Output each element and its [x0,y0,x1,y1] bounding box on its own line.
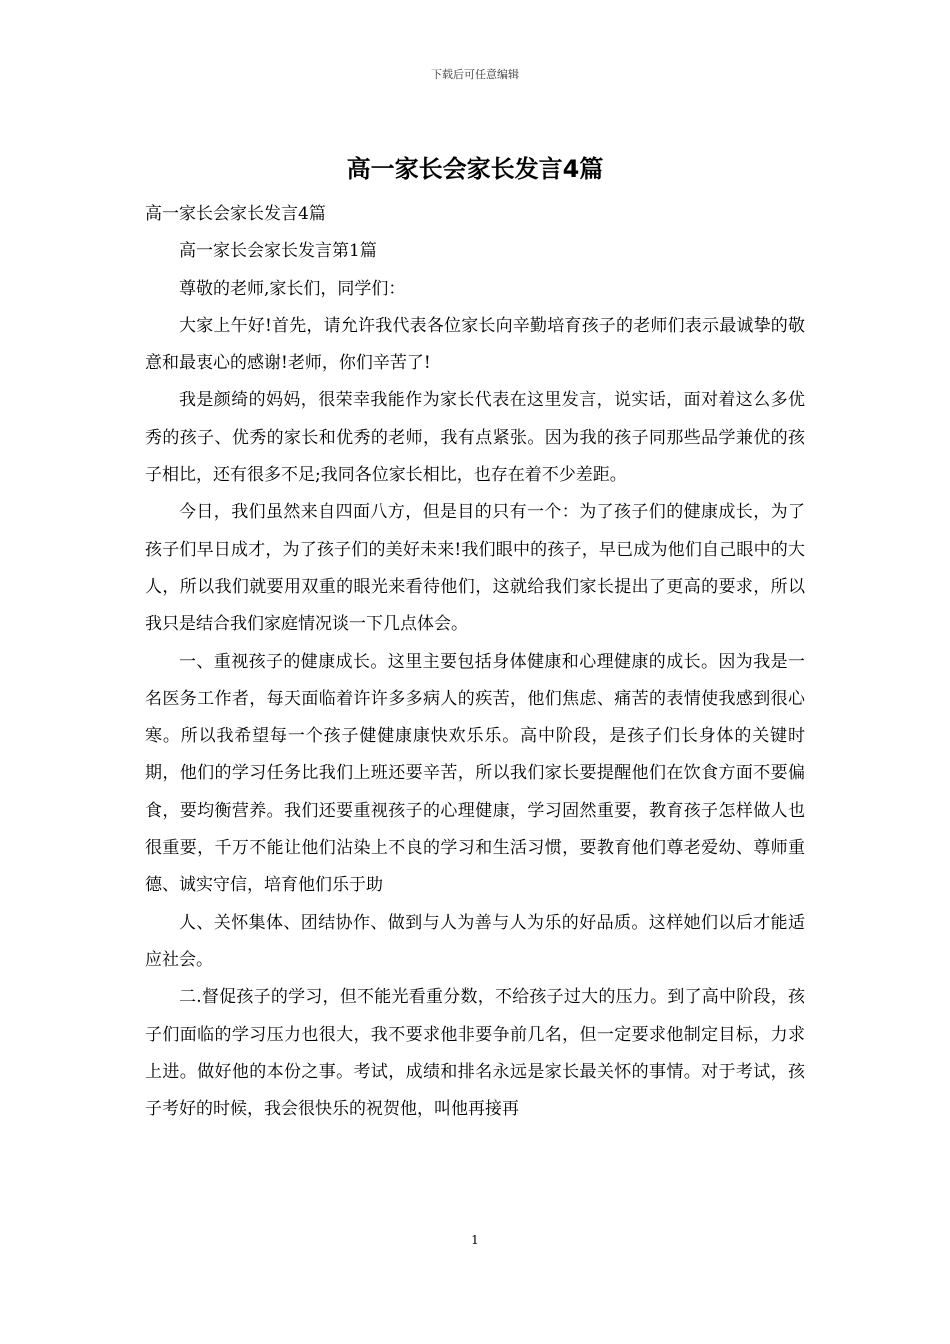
paragraph: 今日，我们虽然来自四面八方，但是目的只有一个：为了孩子们的健康成长，为了孩子们早日成才，为了孩子们的美好未来!我们眼中的孩子，早已成为他们自己眼中的大人，所以我们就要用双重的眼光来看待他们，这就给我们家长提出了更高的要求，所以我只是结合我们家庭情况谈一下几点体会。 [145,502,805,635]
document-title: 高一家长会家长发言4篇 [346,155,604,183]
paragraph-subtitle: 高一家长会家长发言4篇 [145,204,326,224]
paragraph: 一、重视孩子的健康成长。这里主要包括身体健康和心理健康的成长。因为我是一名医务工作者，每天面临着许许多多病人的疾苦，他们焦虑、痛苦的表情使我感到很心寒。所以我希望每一个孩子健健康康快欢乐乐。高中阶段，是孩子们长身体的关键时期，他们的学习任务比我们上班还要辛苦，所以我们家长要提醒他们在饮食方面不要偏食，要均衡营养。我们还要重视孩子的心理健康，学习固然重要，教育孩子怎样做人也很重要，千万不能让他们沾染上不良的学习和生活习惯，要教育他们尊老爱幼、尊师重德、诚实守信，培育他们乐于助 [145,651,805,896]
document-body [145,196,805,1128]
paragraph: 大家上午好!首先，请允许我代表各位家长向辛勤培育孩子的老师们表示最诚挚的敬意和最衷心的感谢!老师，你们辛苦了! [145,315,805,374]
page-number: 1 [471,1233,479,1247]
paragraph: 我是颜绮的妈妈，很荣幸我能作为家长代表在这里发言，说实话，面对着这么多优秀的孩子、优秀的家长和优秀的老师，我有点紧张。因为我的孩子同那些品学兼优的孩子相比，还有很多不足;我同各位家长相比，也存在着不少差距。 [145,390,805,486]
paragraph: 二.督促孩子的学习，但不能光看重分数，不给孩子过大的压力。到了高中阶段，孩子们面临的学习压力也很大，我不要求他非要争前几名，但一定要求他制定目标，力求上进。做好他的本份之事。考试，成绩和排名永远是家长最关怀的事情。对于考试，孩子考好的时候，我会很快乐的祝贺他，叫他再接再 [145,987,805,1120]
page-header-note: 下载后可任意编辑 [431,68,519,81]
paragraph-salutation: 尊敬的老师,家长们，同学们： [179,278,406,299]
paragraph: 人、关怀集体、团结协作、做到与人为善与人为乐的好品质。这样她们以后才能适应社会。 [145,912,805,970]
paragraph-section-heading: 高一家长会家长发言第1篇 [179,241,377,262]
